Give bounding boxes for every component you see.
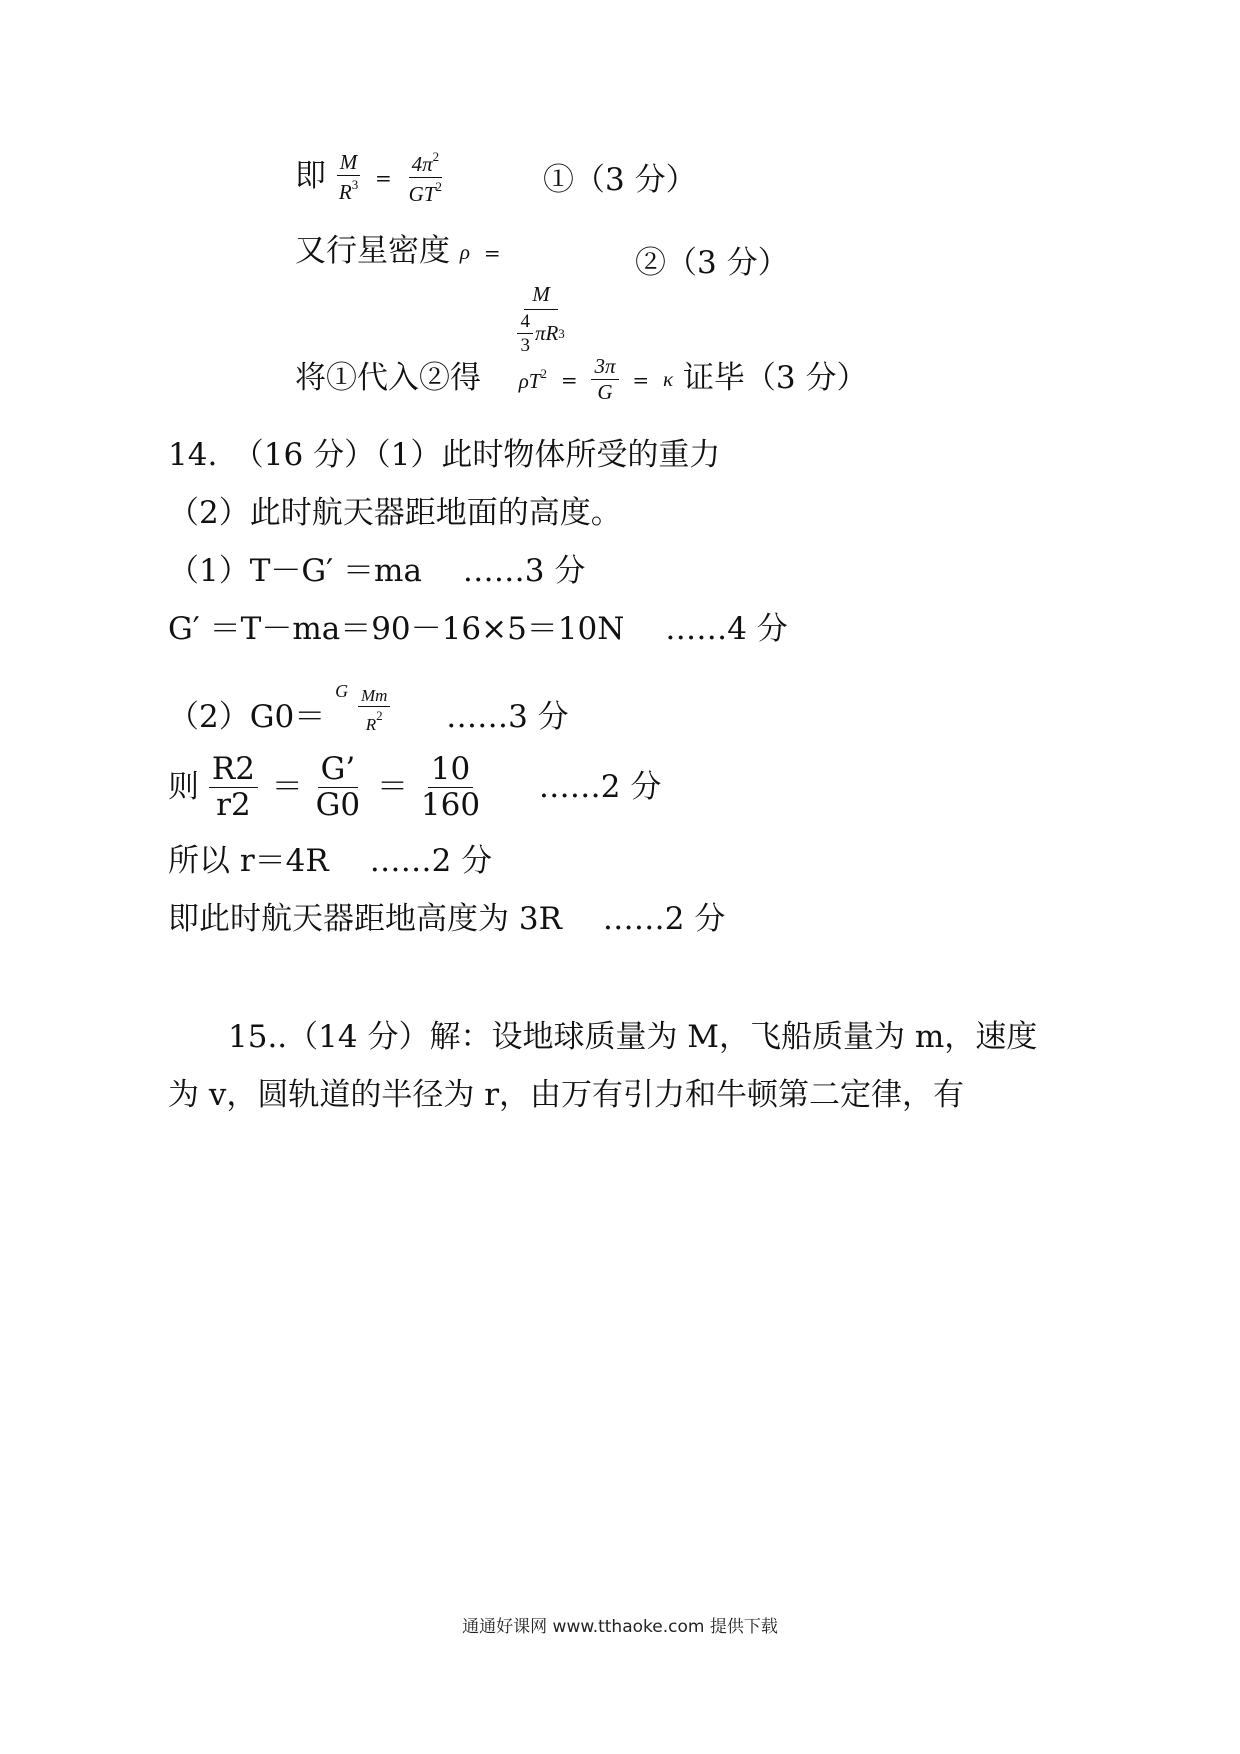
eq2-density-fraction: M $\frac{4}{3}$ πR 3 <box>514 284 567 355</box>
q14-title: 14. （16 分）（1）此时物体所受的重力 <box>168 437 721 473</box>
q14-step1: （1）T－G′ ＝ma ……3 分 <box>168 553 586 589</box>
q15-line1: 15..（14 分）解：设地球质量为 M，飞船质量为 m，速度 <box>228 1019 1038 1055</box>
ratio-fraction-3: $\frac{10}{160}$ <box>420 751 481 823</box>
q14-step5: 所以 r＝4R ……2 分 <box>168 843 493 879</box>
equation-1: 即 $\frac{M}{R^3}$ = $\frac{4\pi^2}{GT^2}$ <box>295 150 445 205</box>
eq2-mark: ②（3 分） <box>635 245 789 281</box>
eq3-tail: 证毕（3 分） <box>682 360 868 396</box>
q14-step4: 则 $\frac{R2}{r2}$ ＝ $\frac{G’}{G0}$ ＝ $\frac{10}{160}$ ……2 分 <box>168 751 662 823</box>
eq1-mark: ①（3 分） <box>543 162 697 198</box>
gravity-fraction: $\frac{Mm}{R^2}$ <box>358 687 390 733</box>
q14-step2: G′ ＝T－ma＝90－16×5＝10N ……4 分 <box>168 611 788 647</box>
footer-download-note: 通通好课网 www.tthaoke.com 提供下载 <box>462 1617 778 1637</box>
q14-step6: 即此时航天器距地高度为 3R ……2 分 <box>168 901 726 937</box>
equation-2: 又行星密度 ρ = M $\frac{4}{3}$ πR 3 <box>295 236 568 355</box>
eq2-lead: 又行星密度 <box>295 233 450 269</box>
eq1-lead: 即 <box>295 158 326 194</box>
eq1-lhs-fraction: $\frac{M}{R^3}$ <box>336 152 361 203</box>
equation-3: 将①代入②得 $\rho T^2$ = $\frac{3\pi}{G}$ = κ 证毕（3 分） <box>295 354 868 404</box>
ratio-fraction-2: $\frac{G’}{G0}$ <box>315 751 361 823</box>
q14-step3: （2）G0＝ $^G$ $\frac{Mm}{R^2}$ ……3 分 <box>168 681 569 735</box>
q15-line2: 为 v，圆轨道的半径为 r，由万有引力和牛顿第二定律，有 <box>168 1077 965 1113</box>
ratio-fraction-1: $\frac{R2}{r2}$ <box>209 754 258 821</box>
q14-part2: （2）此时航天器距地面的高度。 <box>168 495 622 531</box>
eq1-rhs-fraction: $\frac{4\pi^2}{GT^2}$ <box>408 149 443 206</box>
eq3-lead: 将①代入②得 <box>295 360 481 396</box>
eq3-fraction: $\frac{3\pi}{G}$ <box>591 356 618 403</box>
